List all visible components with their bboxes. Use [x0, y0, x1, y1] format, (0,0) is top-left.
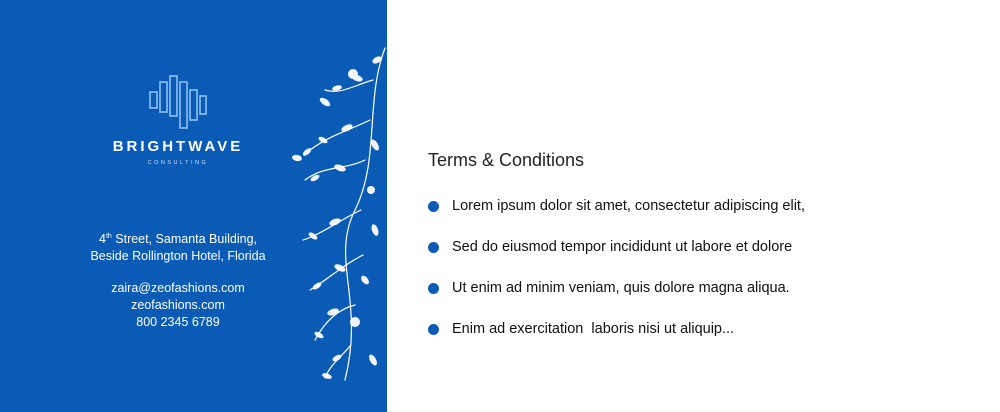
terms-item: Ut enim ad minim veniam, quis dolore magna aliqua. [428, 278, 805, 319]
terms-item: Sed do eiusmod tempor incididunt ut labore et dolore [428, 237, 805, 278]
floral-foliage-illustration [285, 40, 387, 390]
address-line-2: Beside Rollington Hotel, Florida [90, 249, 266, 264]
terms-title: Terms & Conditions [428, 150, 585, 170]
terms-item: Lorem ipsum dolor sit amet, consectetur adipiscing elit, [428, 196, 805, 237]
bullet-dot-icon [428, 242, 439, 253]
contact-website: zeofashions.com [131, 298, 225, 312]
terms-item: Enim ad exercitation laboris nisi ut aliquip... [428, 319, 805, 360]
contact-email: zaira@zeofashions.com [111, 281, 245, 295]
address-block [68, 228, 288, 265]
brand-tagline: CONSULTING [147, 160, 209, 166]
bullet-dot-icon [428, 283, 439, 294]
brand-name: BRIGHTWAVE [112, 138, 244, 155]
address-line-1: 4th Street, Samanta Building, [98, 232, 258, 247]
bullet-dot-icon [428, 201, 439, 212]
contact-block [68, 280, 288, 331]
bullet-dot-icon [428, 324, 439, 335]
brand-panel [0, 0, 387, 412]
wave-bars-icon [148, 74, 208, 130]
terms-list [428, 196, 805, 360]
contact-phone: 800 2345 6789 [136, 315, 220, 329]
